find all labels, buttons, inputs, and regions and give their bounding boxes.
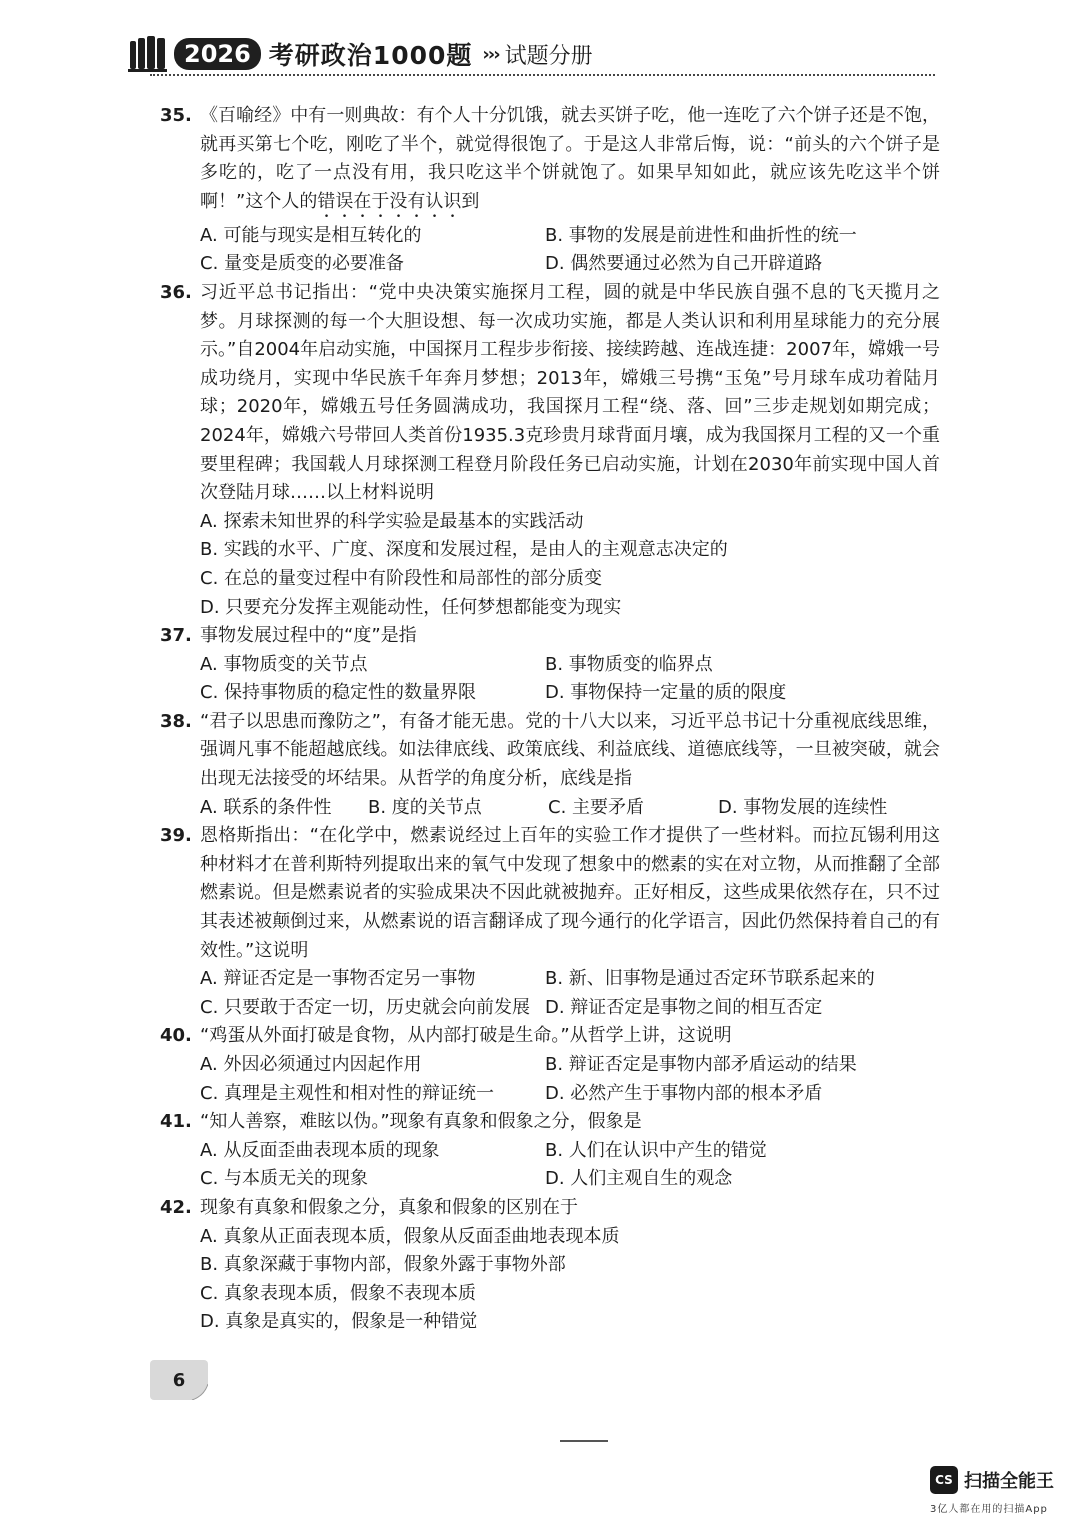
options: [200, 1051, 940, 1108]
option-d: D. 人们主观自生的观念: [545, 1168, 733, 1190]
option-d: D. 事物保持一定量的质的限度: [545, 682, 787, 704]
option-b: B. 新、旧事物是通过否定环节联系起来的: [545, 968, 875, 990]
page-header: [128, 30, 593, 78]
question-35: [160, 102, 940, 279]
question-number: 39.: [160, 825, 192, 847]
question-number: 37.: [160, 625, 192, 647]
option-b: B. 真象深藏于事物内部，假象外露于事物外部: [200, 1254, 566, 1276]
question-41: [160, 1108, 940, 1194]
option-b: B. 事物质变的临界点: [545, 653, 713, 675]
question-stem: “君子以思患而豫防之”，有备才能无患。党的十八大以来，习近平总书记十分重视底线思维，强调凡事不能超越底线。如法律底线、政策底线、利益底线、道德底线等，一旦被突破，就会出现无法接受的坏结果。从哲学的角度分析，底线是指: [200, 710, 940, 790]
question-38: [160, 708, 940, 822]
option-a: A. 探索未知世界的科学实验是最基本的实践活动: [200, 510, 584, 532]
option-d: D. 只要充分发挥主观能动性，任何梦想都能变为现实: [200, 596, 622, 618]
option-d: D. 辩证否定是事物之间的相互否定: [545, 996, 823, 1018]
question-stem: “知人善察，难眩以伪。”现象有真象和假象之分，假象是: [200, 1111, 642, 1133]
header-divider: [150, 74, 935, 76]
options: [200, 508, 940, 622]
question-40: [160, 1022, 940, 1108]
options: [200, 1137, 940, 1194]
option-c: C. 真象表现本质，假象不表现本质: [200, 1282, 477, 1304]
scanner-tagline: 3亿人都在用的扫描App: [930, 1504, 1048, 1515]
section-title: 试题分册: [504, 43, 593, 69]
option-b: B. 辩证否定是事物内部矛盾运动的结果: [545, 1054, 857, 1075]
emphasis-text: 错误在于没有认识: [317, 190, 462, 212]
option-b: B. 人们在认识中产生的错觉: [545, 1139, 767, 1161]
scanner-name: 扫描全能王: [964, 1471, 1054, 1492]
question-39: [160, 822, 940, 1022]
scanner-watermark: [930, 1466, 1070, 1516]
option-a: A. 外因必须通过内因起作用: [200, 1054, 422, 1075]
question-stem: 事物发展过程中的“度”是指: [200, 625, 417, 647]
question-number: 36.: [160, 281, 192, 303]
bottom-divider: [560, 1440, 608, 1442]
question-stem: “鸡蛋从外面打破是食物，从内部打破是生命。”从哲学上讲，这说明: [200, 1025, 732, 1047]
series-title: 考研政治1000题: [268, 41, 473, 70]
option-c: C. 保持事物质的稳定性的数量界限: [200, 682, 477, 704]
option-a: A. 可能与现实是相互转化的: [200, 224, 422, 246]
question-42: [160, 1194, 940, 1337]
option-d: D. 偶然要通过必然为自己开辟道路: [545, 253, 823, 275]
question-number: 35.: [160, 105, 192, 126]
option-a: A. 联系的条件性: [200, 796, 332, 818]
question-list: [160, 102, 940, 1337]
question-36: [160, 279, 940, 622]
chevrons-icon: ›››: [482, 43, 499, 65]
option-a: A. 从反面歪曲表现本质的现象: [200, 1139, 440, 1161]
question-number: 42.: [160, 1196, 192, 1218]
option-c: C. 真理是主观性和相对性的辩证统一: [200, 1082, 495, 1104]
book-icon: [128, 35, 168, 73]
question-stem: 恩格斯指出：“在化学中，燃素说经过上百年的实验工作才提供了一些材料。而拉瓦锡利用这种材料才在普利斯特列提取出来的氧气中发现了想象中的燃素的实在对立物，从而推翻了全部燃素说。但是燃素说者的实验成果决不因此就被抛弃。正好相反，这些成果依然存在，只不过其表述被颠倒过来，从燃素说的语言翻译成了现今通行的化学语言，因此仍然保持着自己的有效性。”这说明: [200, 825, 940, 961]
question-37: [160, 622, 940, 708]
option-c: C. 只要敢于否定一切，历史就会向前发展: [200, 996, 531, 1018]
question-stem: 现象有真象和假象之分，真象和假象的区别在于: [200, 1196, 578, 1218]
options: [200, 1223, 940, 1337]
options: [200, 794, 940, 823]
year-badge: 2026: [174, 38, 261, 70]
option-c: C. 与本质无关的现象: [200, 1168, 369, 1190]
options: [200, 651, 940, 708]
option-c: C. 在总的量变过程中有阶段性和局部性的部分质变: [200, 567, 603, 589]
options: [200, 222, 940, 279]
question-number: 41.: [160, 1111, 192, 1133]
option-a: A. 真象从正面表现本质，假象从反面歪曲地表现本质: [200, 1225, 620, 1247]
question-number: 40.: [160, 1025, 192, 1047]
option-d: D. 真象是真实的，假象是一种错觉: [200, 1311, 478, 1333]
camscanner-logo-icon: CS: [930, 1466, 958, 1494]
question-stem: 习近平总书记指出：“党中央决策实施探月工程，圆的就是中华民族自强不息的飞天揽月之梦。月球探测的每一个大胆设想、每一次成功实施，都是人类认识和利用星球能力的充分展示。”自2004年启动实施，中国探月工程步步衔接、接续跨越、连战连捷：2007年，嫦娥一号成功绕月，实现中华民族千年奔月梦想；2013年，嫦娥三号携“玉兔”号月球车成功着陆月球；2020年，嫦娥五号任务圆满成功，我国探月工程“绕、落、回”三步走规划如期完成；2024年，嫦娥六号带回人类首份1935.3克珍贵月球背面月壤，成为我国探月工程的又一个重要里程碑；我国载人月球探测工程登月阶段任务已启动实施，计划在2030年前实现中国人首次登陆月球……以上材料说明: [200, 281, 940, 504]
option-a: A. 辩证否定是一事物否定另一事物: [200, 968, 476, 990]
question-number: 38.: [160, 710, 192, 732]
option-d: D. 必然产生于事物内部的根本矛盾: [545, 1082, 823, 1104]
option-c: C. 量变是质变的必要准备: [200, 253, 405, 275]
options: [200, 965, 940, 1022]
option-b: B. 事物的发展是前进性和曲折性的统一: [545, 224, 857, 246]
page-curl-icon: [190, 1384, 208, 1400]
option-c: C. 主要矛盾: [548, 796, 645, 818]
option-b: B. 实践的水平、广度、深度和发展过程，是由人的主观意志决定的: [200, 539, 728, 561]
page-number: 6: [172, 1369, 186, 1391]
option-d: D. 事物发展的连续性: [718, 796, 888, 818]
option-a: A. 事物质变的关节点: [200, 653, 368, 675]
option-b: B. 度的关节点: [368, 796, 482, 818]
question-stem: 《百喻经》中有一则典故：有个人十分饥饿，就去买饼子吃，他一连吃了六个饼子还是不饱，就再买第七个吃，刚吃了半个，就觉得很饱了。于是这人非常后悔，说：“前头的六个饼子是多吃的，吃了一点没有用，我只吃这半个饼就饱了。如果早知如此，就应该先吃这半个饼啊！”这个人的错误在于没有认识到: [200, 105, 940, 212]
